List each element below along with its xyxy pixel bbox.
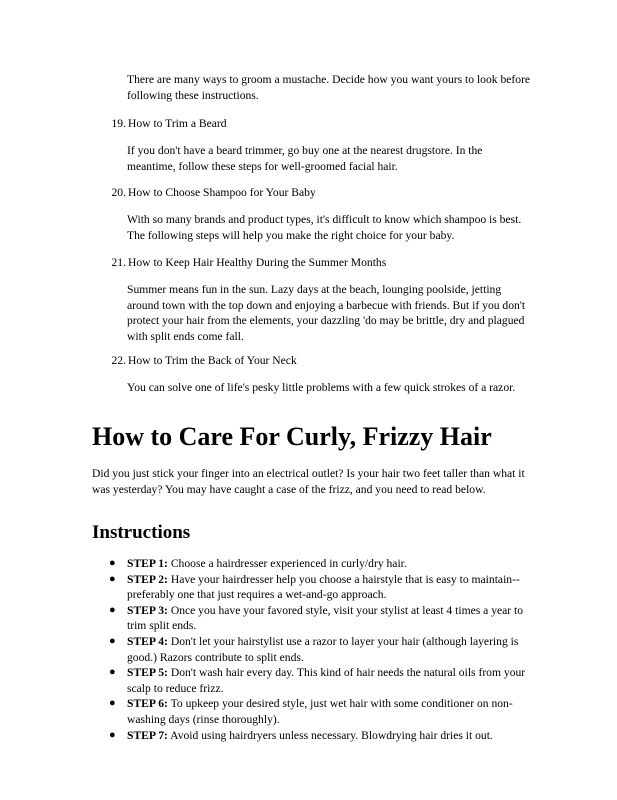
step-label: STEP 6: — [127, 697, 168, 711]
article-heading: How to Care For Curly, Frizzy Hair — [92, 422, 492, 451]
bullet-icon: ● — [109, 557, 116, 569]
intro-paragraph: There are many ways to groom a mustache. Decide how you want yours to look before following these instructions. — [127, 73, 531, 102]
step-text: Don't let your hairstylist use a razor to layer your hair (although layering is good.) Razors contribute to split ends. — [127, 634, 519, 664]
step-text: Avoid using hairdryers unless necessary. Blowdrying hair dries it out. — [167, 728, 493, 742]
instructions-heading: Instructions — [92, 522, 191, 543]
item-title: How to Keep Hair Healthy During the Summer Months — [128, 256, 387, 269]
step-item — [92, 696, 542, 727]
step-text: Choose a hairdresser experienced in curly/dry hair. — [167, 557, 407, 570]
item-description: Summer means fun in the sun. Lazy days at the beach, lounging poolside, jetting around town with the top down and enjoying a barbecue with friends. But if you don't protect your hair from the elements, your dazzling 'do may be brittle, dry and plagued with split ends come fall. — [127, 283, 526, 343]
step-label: STEP 1: — [127, 557, 168, 570]
item-title: How to Choose Shampoo for Your Baby — [128, 186, 316, 199]
item-number: 22. — [111, 354, 126, 367]
step-item — [92, 556, 542, 572]
item-number: 21. — [111, 256, 126, 269]
step-item — [92, 603, 542, 634]
step-text: Once you have your favored style, visit your stylist at least 4 times a year to trim split ends. — [127, 603, 524, 633]
item-title: How to Trim the Back of Your Neck — [128, 354, 297, 367]
bullet-icon: ● — [109, 697, 116, 710]
step-item — [92, 728, 542, 744]
step-item — [92, 634, 542, 665]
step-label: STEP 2: — [127, 572, 168, 586]
article-lead: Did you just stick your finger into an electrical outlet? Is your hair two feet taller than what it was yesterday? You may have caught a case of the frizz, and you need to read below. — [92, 467, 525, 496]
item-number: 20. — [111, 186, 126, 199]
step-label: STEP 3: — [127, 603, 168, 617]
step-item — [92, 572, 542, 603]
bullet-icon: ● — [109, 634, 116, 647]
item-title: How to Trim a Beard — [128, 117, 227, 130]
bullet-icon: ● — [109, 666, 116, 679]
step-label: STEP 4: — [127, 634, 168, 648]
step-text: Have your hairdresser help you choose a hairstyle that is easy to maintain--preferably one that just requires a wet-and-go approach. — [127, 572, 520, 602]
bullet-icon: ● — [109, 728, 116, 741]
item-description: If you don't have a beard trimmer, go buy one at the nearest drugstore. In the meantime, follow these steps for well-groomed facial hair. — [127, 144, 483, 173]
bullet-icon: ● — [109, 572, 116, 585]
bullet-icon: ● — [109, 603, 116, 616]
step-label: STEP 7: — [127, 728, 168, 742]
step-label: STEP 5: — [127, 666, 168, 680]
step-item — [92, 665, 542, 696]
item-description: With so many brands and product types, it's difficult to know which shampoo is best. The following steps will help you make the right choice for your baby. — [127, 213, 522, 242]
step-text: To upkeep your desired style, just wet hair with some conditioner on non-washing days (rinse thoroughly). — [127, 697, 513, 726]
item-description: You can solve one of life's pesky little problems with a few quick strokes of a razor. — [127, 381, 516, 394]
item-number: 19. — [111, 117, 126, 130]
step-text: Don't wash hair every day. This kind of hair needs the natural oils from your scalp to reduce frizz. — [127, 666, 526, 695]
steps-list — [92, 556, 542, 743]
